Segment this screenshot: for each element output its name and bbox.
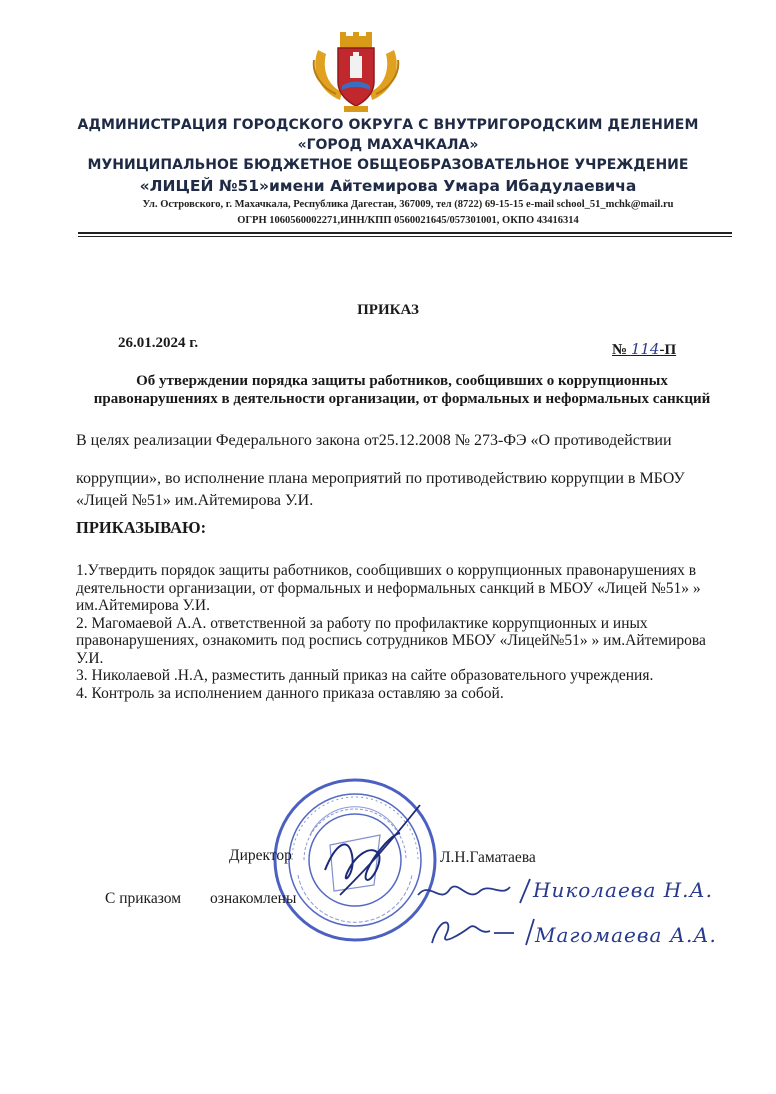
header-divider-thick: [78, 232, 732, 234]
document-number-handwritten: 114: [630, 340, 660, 358]
header-address: Ул. Островского, г. Махачкала, Республика Дагестан, 367009, тел (8722) 69-15-15 e-mail school_51_mchk@mail.ru: [142, 199, 674, 210]
preamble-line-1: В целях реализации Федерального закона от25.12.2008 № 273-ФЭ «О противодействии: [76, 432, 672, 449]
director-name: Л.Н.Гаматаева: [440, 849, 536, 866]
handwritten-name-magomaeva: Магомаева А.А.: [535, 923, 717, 947]
document-subject: Об утверждении порядка защиты работников, сообщивших о коррупционных правонарушениях в деятельности организации, от формальных и неформальных санкций: [93, 373, 711, 407]
order-item: 4. Контроль за исполнением данного приказа оставляю за собой.: [76, 684, 504, 702]
header-city-line: «ГОРОД МАХАЧКАЛА»: [297, 137, 479, 153]
document-number-suffix: -П: [659, 342, 677, 358]
header-requisites: ОГРН 1060560002271,ИНН/КПП 0560021645/057301001, ОКПО 43416314: [237, 215, 579, 226]
document-title: ПРИКАЗ: [357, 302, 419, 318]
document-number-prefix: №: [612, 342, 628, 358]
document-number: [612, 340, 676, 359]
order-items-list: [76, 562, 726, 702]
header-administration-line: АДМИНИСТРАЦИЯ ГОРОДСКОГО ОКРУГА С ВНУТРИГОРОДСКИМ ДЕЛЕНИЕМ: [77, 117, 699, 133]
handwritten-name-nikolaeva: Николаева Н.А.: [533, 878, 714, 902]
order-item: 3. Николаевой .Н.А, разместить данный приказ на сайте образовательного учреждения.: [76, 667, 654, 684]
document-date: 26.01.2024 г.: [118, 335, 199, 351]
header-divider-thin: [78, 236, 732, 237]
header-institution-name-line: «ЛИЦЕЙ №51»имени Айтемирова Умара Ибадулаевича: [139, 177, 637, 195]
order-heading: ПРИКАЗЫВАЮ:: [76, 518, 207, 537]
acquainted-label: С приказом: [105, 890, 182, 907]
order-item: 2. Магомаевой А.А. ответственной за работу по профилактике коррупционных и иных правонарушениях, ознакомить под роспись сотрудников МБОУ «Лицей№51» » им.Айтемирова У.И.: [76, 614, 706, 667]
acquainted-label-2: ознакомлены: [210, 890, 297, 907]
preamble-line-2: коррупции», во исполнение плана мероприятий по противодействию коррупции в МБОУ «Лицей №51» им.Айтемирова У.И.: [76, 470, 685, 509]
director-label: Директор: [229, 847, 292, 864]
order-item: 1.Утвердить порядок защиты работников, сообщивших о коррупционных правонарушениях в деятельности организации, от формальных и неформальных санкций в МБОУ «Лицей №51» » им.Айтемирова У.И.: [76, 562, 701, 614]
header-institution-type-line: МУНИЦИПАЛЬНОЕ БЮДЖЕТНОЕ ОБЩЕОБРАЗОВАТЕЛЬНОЕ УЧРЕЖДЕНИЕ: [87, 157, 689, 173]
city-coat-of-arms-emblem: [310, 30, 402, 114]
